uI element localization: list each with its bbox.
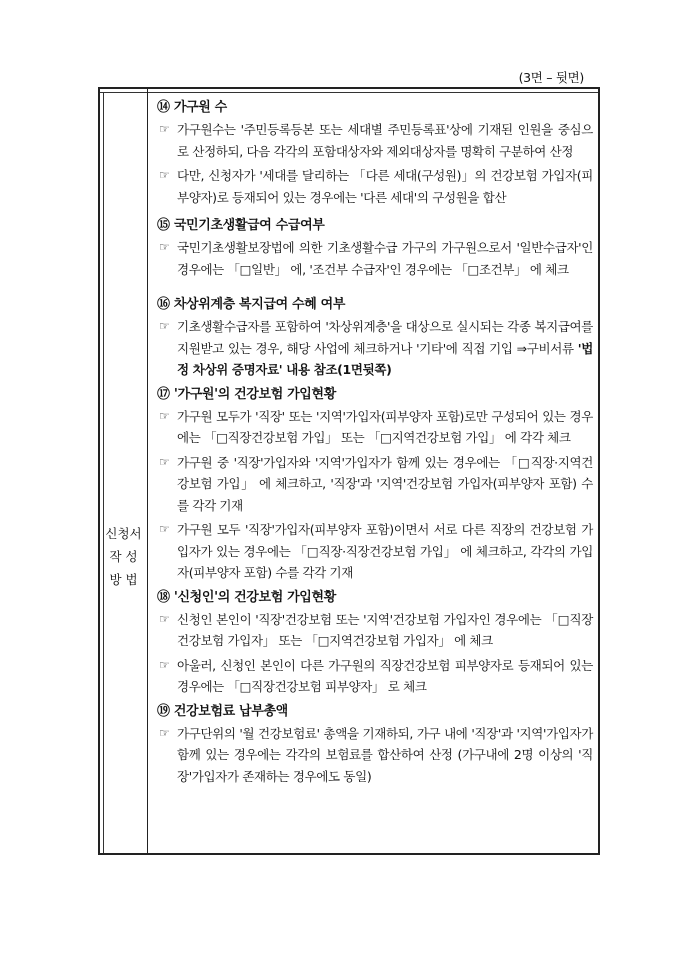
- instruction-content: [157, 97, 593, 787]
- item-text: 가구단위의 '월 건강보험료' 총액을 기재하되, 가구 내에 '직장'과 '지역'가입자가 함께 있는 경우에는 각각의 보험료를 합산하여 산정 (가구내에 2명 이상의 '직장'가입자가 존재하는 경우에도 동일): [177, 725, 593, 784]
- item-text: 국민기초생활보장법에 의한 기초생활수급 가구의 가구원으로서 '일반수급자'인 경우에는 「□일반」 에, '조건부 수급자'인 경우에는 「□조건부」 에 체크: [177, 240, 593, 277]
- top-inner-rule: [100, 92, 598, 93]
- section-title: ⑮ 국민기초생활급여 수급여부: [157, 218, 325, 233]
- item-text: 가구원수는 '주민등록등본 또는 세대별 주민등록표'상에 기재된 인원을 중심으로 산정하되, 다음 각각의 포함대상자와 제외대상자를 명확히 구분하여 산정: [177, 122, 593, 159]
- list-item: [157, 406, 593, 449]
- label-column: [100, 89, 148, 853]
- pointing-hand-icon: ☞: [159, 240, 170, 254]
- section-title: ⑰ '가구원'의 건강보험 가입현황: [157, 386, 336, 402]
- list-item: [157, 165, 593, 208]
- list-item: [157, 237, 593, 280]
- section-title: ⑭ 가구원 수: [157, 100, 227, 115]
- side-label-line: 작 성: [109, 549, 138, 564]
- pointing-hand-icon: ☞: [159, 522, 170, 536]
- pointing-hand-icon: ☞: [159, 408, 170, 423]
- item-text: 기초생활수급자를 포함하여 '차상위계층'을 대상으로 실시되는 각종 복지급여를 지원받고 있는 경우, 해당 사업에 체크하거나 '기타'에 직접 기입 ⇒구비서류: [177, 319, 593, 356]
- list-item: [157, 609, 593, 652]
- pointing-hand-icon: ☞: [159, 657, 170, 672]
- section-near-poverty-welfare: [157, 294, 593, 381]
- list-item: [157, 316, 593, 381]
- pointing-hand-icon: ☞: [159, 725, 170, 740]
- section-title: ⑲ 건강보험료 납부총액: [157, 703, 288, 719]
- instruction-table: [98, 87, 600, 855]
- pointing-hand-icon: ☞: [159, 454, 170, 469]
- list-item: [157, 723, 593, 788]
- item-text: 아울러, 신청인 본인이 다른 가구원의 직장건강보험 피부양자로 등재되어 있는 경우에는 「□직장건강보험 피부양자」 로 체크: [177, 657, 593, 694]
- side-label: [100, 522, 147, 591]
- pointing-hand-icon: ☞: [159, 611, 170, 626]
- pointing-hand-icon: ☞: [159, 319, 170, 333]
- item-text: 신청인 본인이 '직장'건강보험 또는 '지역'건강보험 가입자인 경우에는 「□직장건강보험 가입자」 또는 「□지역건강보험 가입자」 에 체크: [177, 611, 593, 648]
- item-text: 가구원 중 '직장'가입자와 '지역'가입자가 함께 있는 경우에는 「□직장·지역건강보험 가입」 에 체크하고, '직장'과 '지역'건강보험 가입자(피부양자 포함) 수를 각각 기재: [177, 454, 593, 513]
- list-item: [157, 519, 593, 584]
- section-title: ⑯ 차상위계층 복지급여 수혜 여부: [157, 297, 346, 312]
- label-inner-rule: [103, 92, 104, 853]
- pointing-hand-icon: ☞: [159, 122, 170, 136]
- item-text: 가구원 모두 '직장'가입자(피부양자 포함)이면서 서로 다른 직장의 건강보험 가입자가 있는 경우에는 「□직장·직장건강보험 가입」 에 체크하고, 각각의 가입자(피부양자 포함) 수를 각각 기재: [177, 522, 593, 580]
- item-text: 가구원 모두가 '직장' 또는 '지역'가입자(피부양자 포함)로만 구성되어 있는 경우에는 「□직장건강보험 가입」 또는 「□지역건강보험 가입」 에 각각 체크: [177, 408, 593, 445]
- side-label-line: 방 법: [109, 572, 138, 587]
- side-label-line: 신청서: [105, 526, 142, 541]
- list-item: [157, 119, 593, 162]
- section-household-members: [157, 97, 593, 208]
- page-label: (3면 – 뒷면): [518, 70, 584, 85]
- item-text: 다만, 신청자가 '세대를 달리하는 「다른 세대(구성원)」의 건강보험 가입자(피부양자)로 등재되어 있는 경우에는 '다른 세대'의 구성원을 합산: [177, 168, 593, 205]
- section-premium-total: [157, 701, 593, 788]
- pointing-hand-icon: ☞: [159, 168, 170, 182]
- section-title: ⑱ '신청인'의 건강보험 가입현황: [157, 589, 336, 605]
- list-item: [157, 452, 593, 517]
- list-item: [157, 655, 593, 698]
- item-bold-text: '법정 차상위 증명자료' 내용 참조(1면뒷쪽): [177, 340, 593, 377]
- section-household-health-insurance: [157, 384, 593, 584]
- section-applicant-health-insurance: [157, 587, 593, 698]
- section-basic-livelihood: [157, 215, 593, 280]
